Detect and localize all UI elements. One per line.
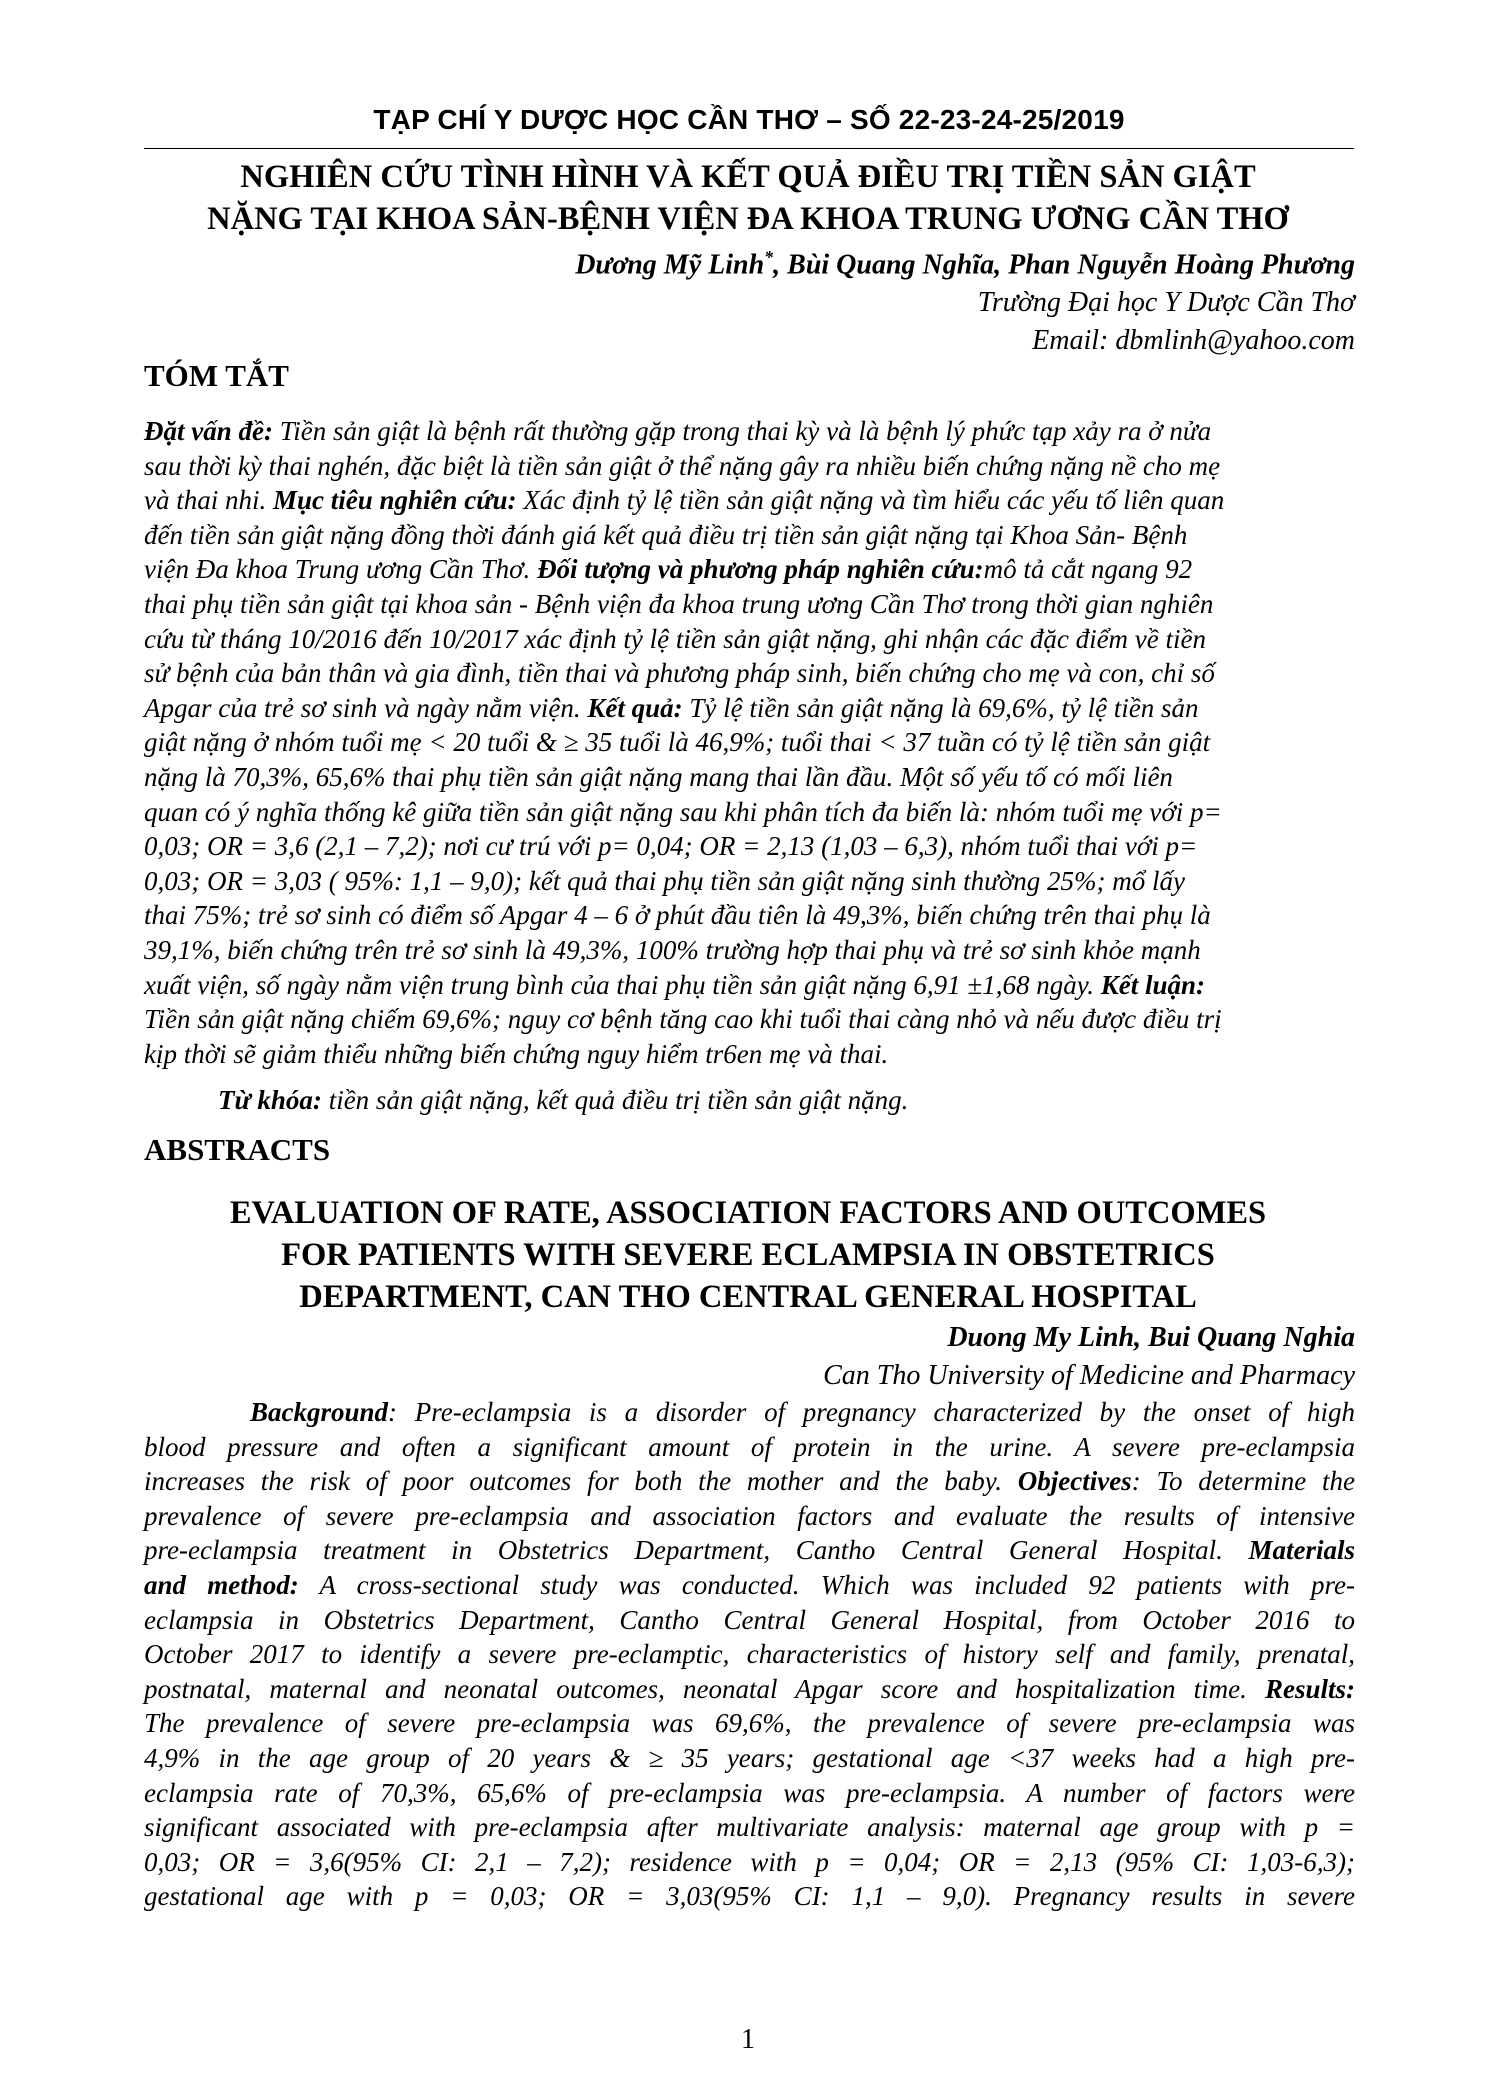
abstract-line: [144, 1810, 1355, 1845]
summary-line: [144, 933, 1355, 968]
summary-line: [144, 552, 1355, 587]
journal-header: TẠP CHÍ Y DƯỢC HỌC CẦN THƠ – SỐ 22-23-24-25/2019: [373, 104, 1125, 135]
abstract-line: [144, 1637, 1355, 1672]
header-rule: [144, 148, 1354, 149]
keywords-text: tiền sản giật nặng, kết quả điều trị tiền sản giật nặng.: [321, 1085, 909, 1115]
affiliation-en: Can Tho University of Medicine and Pharmacy: [823, 1360, 1355, 1391]
email: Email: dbmlinh@yahoo.com: [1032, 325, 1355, 357]
title-en-line-3: DEPARTMENT, CAN THO CENTRAL GENERAL HOSPITAL: [299, 1279, 1197, 1315]
abstract-line: [144, 1603, 1355, 1638]
affiliation: Trường Đại học Y Dược Cần Thơ: [977, 287, 1355, 319]
abstract-line: [144, 1533, 1355, 1568]
abstract-line: [144, 1672, 1355, 1707]
abstract-body: [144, 1395, 1355, 1914]
summary-line: [144, 864, 1355, 899]
summary-line: [144, 760, 1355, 795]
text-run: sử bệnh của bản thân và gia đình, tiền thai và phương pháp sinh, biến chứng cho mẹ và con, chỉ số: [144, 658, 1215, 689]
abstract-line: [144, 1776, 1355, 1811]
run-in-heading: Background: [250, 1397, 389, 1427]
summary-line: [144, 725, 1355, 760]
text-run: : To determine the: [1131, 1466, 1355, 1497]
text-run: thai phụ tiền sản giật tại khoa sản - Bệnh viện đa khoa trung ương Cần Thơ trong thời gian nghiên: [144, 588, 1214, 619]
text-run: The prevalence of severe pre-eclampsia was 69,6%, the prevalence of severe pre-eclampsia was: [144, 1708, 1355, 1739]
summary-line: [144, 483, 1355, 518]
text-run: kịp thời sẽ giảm thiểu những biến chứng nguy hiểm tr6en mẹ và thai.: [144, 1038, 889, 1069]
keywords: [218, 1085, 908, 1116]
title-en-line-2: FOR PATIENTS WITH SEVERE ECLAMPSIA IN OBSTETRICS: [281, 1237, 1215, 1273]
text-run: 0,03; OR = 3,03 ( 95%: 1,1 – 9,0); kết quả thai phụ tiền sản giật nặng sinh thường 25%; mổ lấy: [144, 865, 1185, 896]
run-in-heading: Kết quả:: [587, 692, 683, 723]
co-authors: , Bùi Quang Nghĩa, Phan Nguyễn Hoàng Phương: [773, 249, 1355, 281]
summary-line: [144, 1037, 1355, 1072]
summary-line: [144, 656, 1355, 691]
abstract-line: [144, 1499, 1355, 1534]
text-run: mô tả cắt ngang 92: [983, 554, 1193, 585]
abstracts-heading: ABSTRACTS: [144, 1132, 331, 1167]
run-in-heading: Objectives: [1017, 1466, 1132, 1497]
text-run: quan có ý nghĩa thống kê giữa tiền sản giật nặng sau khi phân tích đa biến là: nhóm tuổi mẹ với p=: [144, 796, 1222, 827]
text-run: eclampsia rate of 70,3%, 65,6% of pre-eclampsia was pre-eclampsia. A number of factors were: [144, 1777, 1355, 1808]
text-run: prevalence of severe pre-eclampsia and association factors and evaluate the results of intensive: [144, 1500, 1355, 1531]
title-vi-line-2: NẶNG TẠI KHOA SẢN-BỆNH VIỆN ĐA KHOA TRUNG ƯƠNG CẦN THƠ: [207, 201, 1289, 237]
summary-line: [144, 829, 1355, 864]
author-list: [575, 238, 1355, 284]
run-in-heading: Kết luận:: [1100, 969, 1206, 1000]
abstract-line: [144, 1741, 1355, 1776]
corresponding-mark: *: [764, 247, 774, 267]
summary-line: [144, 587, 1355, 622]
text-run: Tiền sản giật là bệnh rất thường gặp trong thai kỳ và là bệnh lý phức tạp xảy ra ở nửa: [272, 416, 1212, 446]
run-in-heading: Results:: [1264, 1673, 1355, 1704]
keywords-label: Từ khóa:: [218, 1085, 322, 1115]
first-author: Dương Mỹ Linh: [575, 249, 765, 281]
abstract-line: [144, 1879, 1355, 1914]
text-run: sau thời kỳ thai nghén, đặc biệt là tiền sản giật ở thể nặng gây ra nhiều biến chứng nặng nề cho mẹ: [144, 450, 1221, 481]
author-list-en: Duong My Linh, Bui Quang Nghia: [947, 1322, 1355, 1353]
run-in-heading: and method:: [144, 1569, 299, 1600]
text-run: xuất viện, số ngày nằm viện trung bình của thai phụ tiền sản giật nặng 6,91 ±1,68 ngày.: [144, 969, 1101, 1000]
summary-line: [144, 691, 1355, 726]
summary-line: [144, 795, 1355, 830]
text-run: giật nặng ở nhóm tuổi mẹ < 20 tuổi & ≥ 35 tuổi là 46,9%; tuổi thai < 37 tuần có tỷ lệ tiền sản giật: [144, 727, 1211, 758]
run-in-heading: Materials: [1248, 1535, 1355, 1566]
abstract-line: [144, 1464, 1355, 1499]
text-run: gestational age with p = 0,03; OR = 3,03(95% CI: 1,1 – 9,0). Pregnancy results in severe: [144, 1881, 1355, 1912]
authors-vietnamese: [575, 238, 1355, 360]
text-run: pre-eclampsia treatment in Obstetrics Department, Cantho Central General Hospital.: [144, 1535, 1249, 1566]
text-run: viện Đa khoa Trung ương Cần Thơ.: [144, 554, 538, 585]
run-in-heading: Đối tượng và phương pháp nghiên cứu:: [537, 554, 984, 585]
text-run: blood pressure and often a significant amount of protein in the urine. A severe pre-eclampsia: [144, 1431, 1355, 1462]
summary-line: [144, 414, 1355, 449]
text-run: thai 75%; trẻ sơ sinh có điểm số Apgar 4 – 6 ở phút đầu tiên là 49,3%, biến chứng trên thai phụ là: [144, 900, 1211, 931]
text-run: và thai nhi.: [144, 485, 273, 516]
text-run: postnatal, maternal and neonatal outcomes, neonatal Apgar score and hospitalization time.: [144, 1673, 1265, 1704]
summary-line: [144, 898, 1355, 933]
abstract-line: [144, 1395, 1355, 1430]
text-run: 39,1%, biến chứng trên trẻ sơ sinh là 49,3%, 100% trường hợp thai phụ và trẻ sơ sinh khỏe mạnh: [144, 934, 1201, 965]
summary-line: [144, 622, 1355, 657]
text-run: October 2017 to identify a severe pre-eclamptic, characteristics of history self and family, prenatal,: [144, 1639, 1355, 1670]
page-number: 1: [741, 2024, 755, 2055]
title-vi-line-1: NGHIÊN CỨU TÌNH HÌNH VÀ KẾT QUẢ ĐIỀU TRỊ TIỀN SẢN GIẬT: [240, 159, 1256, 195]
abstract-line: [144, 1568, 1355, 1603]
text-run: : Pre-eclampsia is a disorder of pregnancy characterized by the onset of high: [388, 1397, 1355, 1427]
text-run: 0,03; OR = 3,6(95% CI: 2,1 – 7,2); residence with p = 0,04; OR = 2,13 (95% CI: 1,03-6,3);: [144, 1846, 1355, 1877]
text-run: 4,9% in the age group of 20 years & ≥ 35 years; gestational age <37 weeks had a high pre-: [144, 1742, 1355, 1773]
text-run: nặng là 70,3%, 65,6% thai phụ tiền sản giật nặng mang thai lần đầu. Một số yếu tố có mối liên: [144, 761, 1173, 792]
text-run: Tiền sản giật nặng chiếm 69,6%; nguy cơ bệnh tăng cao khi tuổi thai càng nhỏ và nếu được điều trị: [144, 1004, 1222, 1035]
text-run: 0,03; OR = 3,6 (2,1 – 7,2); nơi cư trú với p= 0,04; OR = 2,13 (1,03 – 6,3), nhóm tuổi thai với p=: [144, 831, 1198, 862]
text-run: Apgar của trẻ sơ sinh và ngày nằm viện.: [144, 692, 588, 723]
text-run: đến tiền sản giật nặng đồng thời đánh giá kết quả điều trị tiền sản giật nặng tại Khoa Sản- Bệnh: [144, 519, 1188, 550]
summary-line: [144, 968, 1355, 1003]
summary-line: [144, 518, 1355, 553]
summary-body: [144, 414, 1355, 1071]
text-run: increases the risk of poor outcomes for both the mother and the baby.: [144, 1466, 1018, 1497]
title-en-line-1: EVALUATION OF RATE, ASSOCIATION FACTORS AND OUTCOMES: [229, 1195, 1267, 1231]
authors-english: [823, 1319, 1355, 1395]
text-run: Xác định tỷ lệ tiền sản giật nặng và tìm hiểu các yếu tố liên quan: [516, 485, 1225, 516]
run-in-heading: Đặt vấn đề:: [144, 416, 273, 446]
title-english: [120, 1192, 1376, 1318]
summary-line: [144, 1002, 1355, 1037]
text-run: Tỷ lệ tiền sản giật nặng là 69,6%, tỷ lệ tiền sản: [682, 692, 1199, 723]
title-vietnamese: [120, 156, 1376, 240]
abstract-line: [144, 1845, 1355, 1880]
summary-line: [144, 449, 1355, 484]
text-run: eclampsia in Obstetrics Department, Cantho Central General Hospital, from October 2016 to: [144, 1604, 1355, 1635]
text-run: significant associated with pre-eclampsia after multivariate analysis: maternal age group with p =: [144, 1812, 1355, 1843]
abstract-line: [144, 1706, 1355, 1741]
abstract-line: [144, 1430, 1355, 1465]
run-in-heading: Mục tiêu nghiên cứu:: [273, 485, 517, 516]
text-run: cứu từ tháng 10/2016 đến 10/2017 xác định tỷ lệ tiền sản giật nặng, ghi nhận các đặc điểm về tiền: [144, 623, 1207, 654]
summary-heading: TÓM TẮT: [144, 358, 289, 393]
text-run: A cross-sectional study was conducted. Which was included 92 patients with pre-: [298, 1569, 1355, 1600]
